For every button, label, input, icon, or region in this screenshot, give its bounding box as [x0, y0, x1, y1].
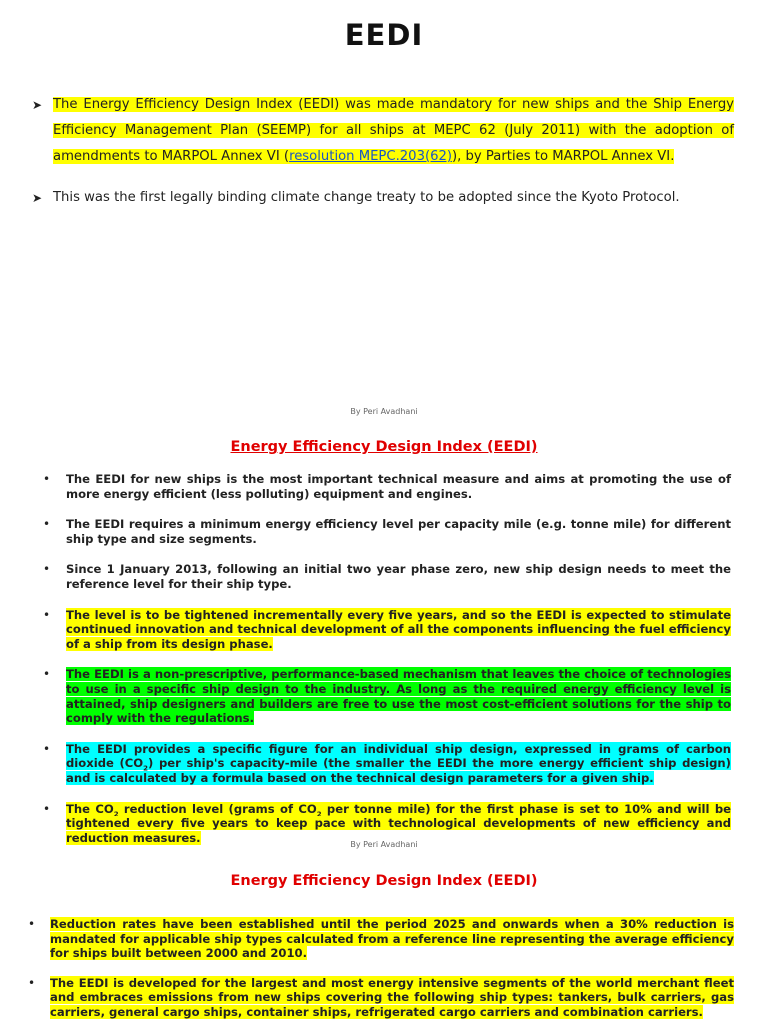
intro-item-treaty [32, 185, 734, 211]
bullet-dot-icon: • [43, 741, 51, 756]
intro-item-mandatory [32, 92, 734, 170]
list-item: • The EEDI is a non-prescriptive, performance-based mechanism that leaves the choice of technologies to use in a specific ship design to the industry. As long as the required energy efficiency level is attained, ship designers and builders are free to use the most cost-efficient solutions for the ship to comply with the regulations. [43, 667, 731, 726]
section-1-bullets [43, 472, 731, 845]
author-credit: By Peri Avadhani [350, 840, 418, 849]
list-item: • Since 1 January 2013, following an initial two year phase zero, new ship design needs to meet the reference level for their ship type. [43, 562, 731, 591]
intro-text-1: The Energy Efficiency Design Index (EEDI) was made mandatory for new ships and the Ship Energy Efficiency Management Plan (SEEMP) for all ships at MEPC 62 (July 2011) with the adoption of amendments to MARPOL Annex VI (resolution MEPC.203(62)), by Parties to MARPOL Annex VI. [53, 97, 734, 164]
section-2-bullets [28, 917, 734, 1020]
list-item: • The EEDI for new ships is the most important technical measure and aims at promoting the use of more energy efficient (less polluting) equipment and engines. [43, 472, 731, 501]
bullet-dot-icon: • [43, 801, 51, 816]
arrow-bullet-icon: ➤ [32, 191, 43, 205]
author-credit: By Peri Avadhani [350, 407, 418, 416]
bullet-dot-icon: • [43, 472, 51, 486]
bullet-dot-icon: • [43, 667, 51, 682]
bullet-dot-icon: • [28, 975, 36, 990]
section-heading: Energy Efficiency Design Index (EEDI) [230, 439, 538, 455]
resolution-link[interactable]: resolution MEPC.203(62) [289, 149, 453, 164]
bullet-dot-icon: • [28, 917, 36, 931]
bullet-dot-icon: • [43, 607, 51, 622]
list-item: • The EEDI provides a specific figure for an individual ship design, expressed in grams of carbon dioxide $(CO_2)$ per ship's capacity-mile (the smaller the EEDI the more energy efficient ship design) and is calculated by a formula based on the technical design parameters for a given ship. [43, 741, 731, 785]
intro-text-2: This was the first legally binding climate change treaty to be adopted since the Kyoto Protocol. [53, 190, 680, 205]
page-title: EEDI [344, 18, 424, 52]
section-heading: Energy Efficiency Design Index (EEDI) [230, 873, 538, 889]
bullet-dot-icon: • [43, 517, 51, 532]
list-item: • The $CO_2$ reduction level (grams of $CO_2$ per tonne mile) for the first phase is set to 10% and will be tightened every five years to keep pace with technological developments of new efficiency and reduction measures. [43, 801, 731, 845]
list-item: • The level is to be tightened incrementally every five years, and so the EEDI is expected to stimulate continued innovation and technical development of all the components influencing the fuel efficiency of a ship from its design phase. [43, 607, 731, 651]
bullet-dot-icon: • [43, 562, 51, 577]
list-item: • Reduction rates have been established until the period 2025 and onwards when a 30% reduction is mandated for applicable ship types calculated from a reference line representing the average efficiency for ships built between 2000 and 2010. [28, 917, 734, 961]
list-item: • The EEDI requires a minimum energy efficiency level per capacity mile (e.g. tonne mile) for different ship type and size segments. [43, 517, 731, 546]
list-item: • The EEDI is developed for the largest and most energy intensive segments of the world merchant fleet and embraces emissions from new ships covering the following ship types: tankers, bulk carriers, gas carriers, general cargo ships, container ships, refrigerated cargo carriers and combination carriers. [28, 975, 734, 1019]
intro-list [32, 92, 734, 211]
arrow-bullet-icon: ➤ [32, 98, 43, 112]
